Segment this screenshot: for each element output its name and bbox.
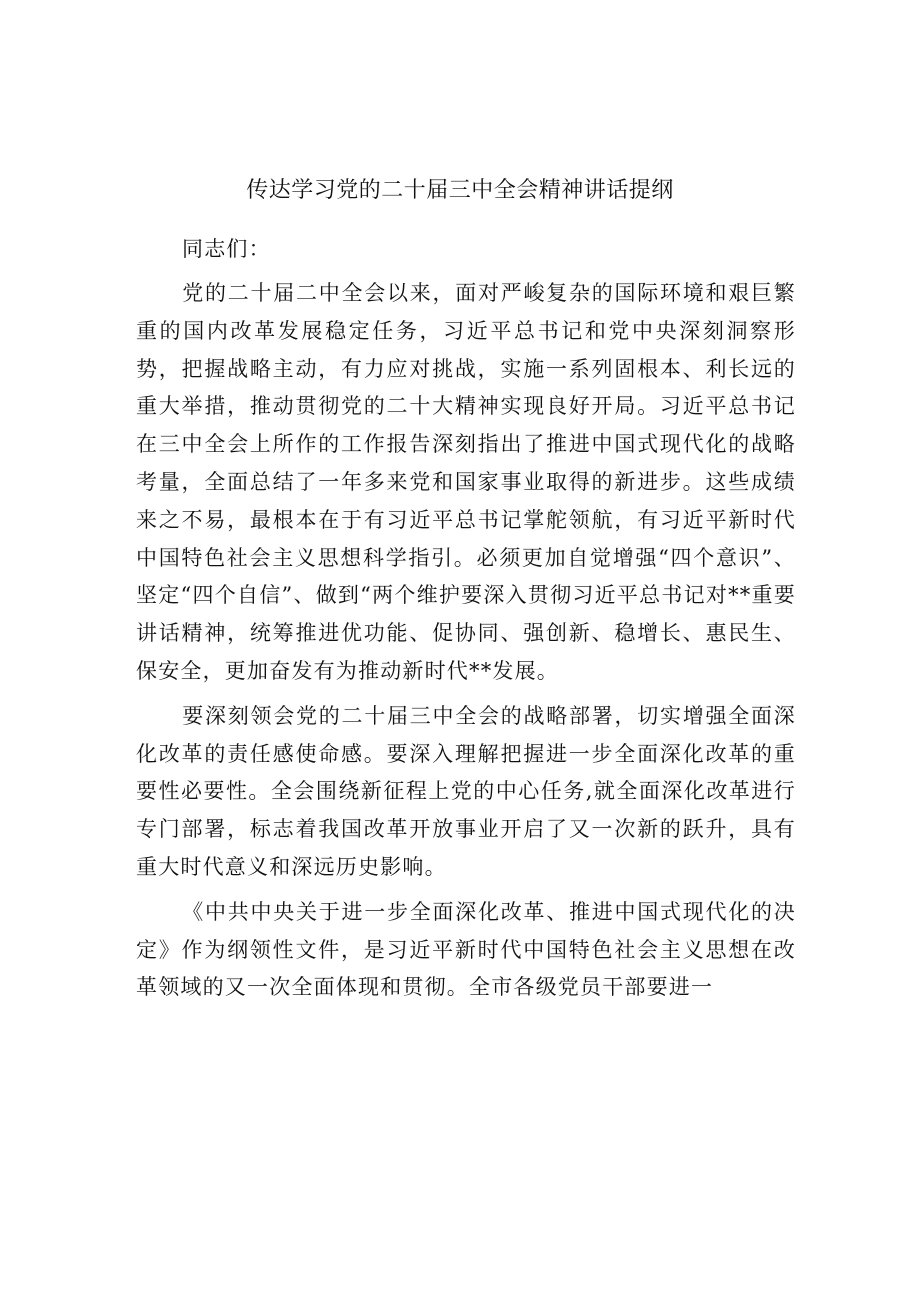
paragraph-2: 要深刻领会党的二十届三中全会的战略部署，切实增强全面深化改革的责任感使命感。要深入理解把握进一步全面深化改革的重要性必要性。全会围绕新征程上党的中心任务,就全面深化改革进行专门部署，标志着我国改革开放事业开启了又一次新的跃升，具有重大时代意义和深远历史影响。 — [136, 703, 796, 879]
greeting: 同志们： — [182, 237, 271, 261]
document-body — [136, 230, 796, 1007]
paragraph-1: 党的二十届二中全会以来，面对严峻复杂的国际环境和艰巨繁重的国内改革发展稳定任务，习近平总书记和党中央深刻洞察形势，把握战略主动，有力应对挑战，实施一系列固根本、利长远的重大举措，推动贯彻党的二十大精神实现良好开局。习近平总书记在三中全会上所作的工作报告深刻指出了推进中国式现代化的战略考量，全面总结了一年多来党和国家事业取得的新进步。这些成绩来之不易，最根本在于有习近平总书记掌舵领航，有习近平新时代中国特色社会主义思想科学指引。必须更加自觉增强“四个意识”、坚定“四个自信”、做到“两个维护要深入贯彻习近平总书记对**重要讲话精神，统筹推进优功能、促协同、强创新、稳增长、惠民生、保安全，更加奋发有为推动新时代**发展。 — [136, 281, 796, 683]
document-title: 传达学习党的二十届三中全会精神讲话提纲 — [246, 178, 674, 203]
paragraph-3: 《中共中央关于进一步全面深化改革、推进中国式现代化的决定》作为纲领性文件，是习近平新时代中国特色社会主义思想在改革领域的又一次全面体现和贯彻。全市各级党员干部要进一 — [136, 899, 796, 1000]
spacer — [136, 887, 796, 894]
spacer — [136, 268, 796, 275]
spacer — [136, 691, 796, 698]
